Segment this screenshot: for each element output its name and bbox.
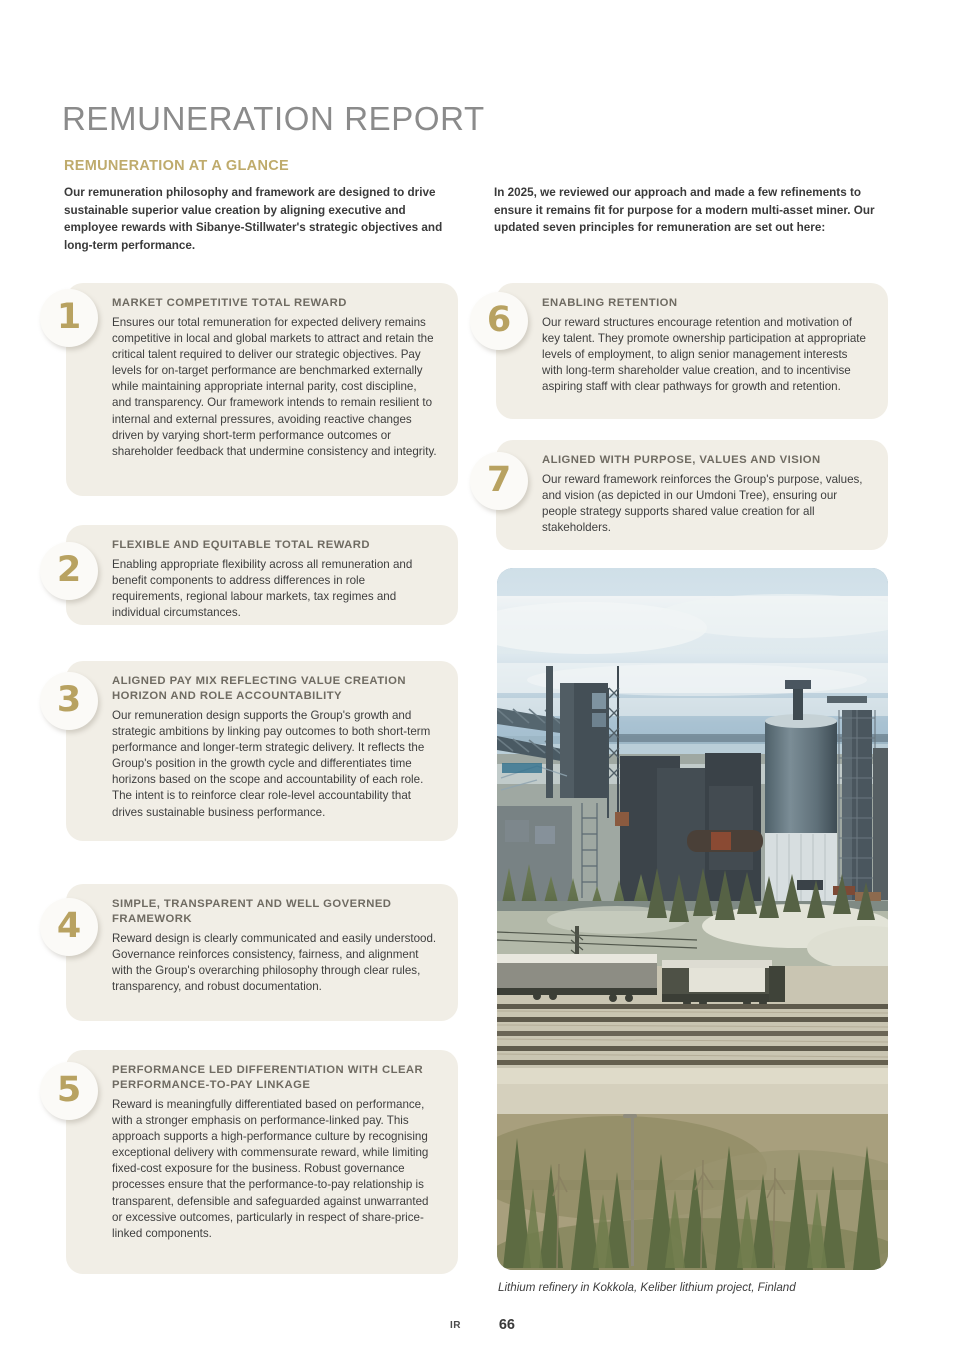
principle-number-6: 6 [486,299,512,340]
page-footer [0,1317,965,1333]
principle-body-5 [112,1063,438,1242]
principle-number-7: 7 [486,459,512,500]
intro-paragraph-right: In 2025, we reviewed our approach and made a few refinements to ensure it remains fit for purpose for a modern multi-asset miner. Our updated seven principles for remuneration are set out here: [494,186,875,235]
page-title: REMUNERATION REPORT [62,100,485,137]
principle-text-6: Our reward structures encourage retention and motivation of key talent. They promote ownership participation at appropriate levels of employment, to align senior management interests with long-term shareholder value creation, and to incentivise aspiring staff with clear pathways for growth and retention. [542,316,866,394]
principle-number-badge-3 [40,672,98,730]
principle-text-1: Ensures our total remuneration for expected delivery remains competitive in local and global markets to attract and retain the critical talent required to deliver our strategic objectives. Pay levels for on-target performance are benchmarked externally while maintaining appropriate internal parity, cost discipline, and transparency. Our framework intends to remain resilient to internal and external pressures, avoiding reactive changes driven by varying short-term performance outcomes or shareholder feedback that undermine consistency and integrity. [112,316,437,458]
principle-card-5 [66,1050,458,1274]
section-heading: REMUNERATION AT A GLANCE [64,158,289,174]
principle-number-3: 3 [56,679,82,720]
principle-number-2: 2 [56,549,82,590]
principle-number-badge-7 [470,452,528,510]
principle-card-4 [66,884,458,1021]
principle-title-2: FLEXIBLE AND EQUITABLE TOTAL REWARD [112,539,371,551]
principle-title-6: ENABLING RETENTION [542,297,678,309]
photo-caption: Lithium refinery in Kokkola, Keliber lithium project, Finland [498,1281,796,1294]
principle-body-2 [112,538,438,621]
principle-title-1: MARKET COMPETITIVE TOTAL REWARD [112,297,347,309]
refinery-photo [497,568,888,1270]
footer-ir-label: IR [450,1319,461,1331]
principle-text-3: Our remuneration design supports the Group's growth and strategic ambitions by linking pay outcomes to both short-term performance and longer-term strategic delivery. It reflects the Group's position in the growth cycle and differentiates time horizons based on the scope and accountability of each role. The intent is to reinforce clear role-level accountability that drives sustainable business performance. [112,709,431,819]
principle-number-4: 4 [56,905,82,946]
principle-number-1: 1 [56,296,82,337]
principle-body-7 [542,453,868,536]
principle-body-4 [112,897,438,995]
principle-body-3 [112,674,438,821]
principle-text-4: Reward design is clearly communicated and easily understood. Governance reinforces consistency, fairness, and alignment with the Group's overarching philosophy through clear rules, transparency, and robust documentation. [112,932,437,994]
principle-title-7: ALIGNED WITH PURPOSE, VALUES AND VISION [542,454,821,466]
principle-title-4: SIMPLE, TRANSPARENT AND WELL GOVERNED FRAMEWORK [112,898,392,925]
principle-number-badge-5 [40,1062,98,1120]
principle-text-2: Enabling appropriate flexibility across all remuneration and benefit components to address differences in role requirements, regional labour markets, tax regimes and individual circumstances. [112,558,413,620]
principle-card-2 [66,525,458,625]
principle-number-badge-4 [40,898,98,956]
principle-number-badge-6 [470,292,528,350]
principle-number-badge-2 [40,542,98,600]
refinery-photo-illustration [497,568,888,1270]
principle-card-1 [66,283,458,496]
principle-text-7: Our reward framework reinforces the Group's purpose, values, and vision (as depicted in our Umdoni Tree), ensuring our people strategy supports shared value creation for all stakeholders. [542,473,863,535]
principle-number-badge-1 [40,289,98,347]
principle-text-5: Reward is meaningfully differentiated based on performance, with a stronger emphasis on performance-linked pay. This approach supports a high-performance culture by recognising exceptional delivery with commensurate reward, while limiting fixed-cost exposure for the business. Robust governance processes ensure that the performance-to-pay relationship is transparent, defensible and safeguarded against unwarranted or excessive outcomes, particularly in respect of share-price-linked components. [112,1098,429,1240]
principle-title-3: ALIGNED PAY MIX REFLECTING VALUE CREATION HORIZON AND ROLE ACCOUNTABILITY [112,675,406,702]
footer-page-number: 66 [498,1317,515,1333]
principle-card-3 [66,661,458,841]
principle-card-6 [496,283,888,419]
intro-paragraph-left: Our remuneration philosophy and framework are designed to drive sustainable superior value creation by aligning executive and employee rewards with Sibanye-Stillwater's strategic objectives and long-term performance. [64,186,443,252]
principle-body-1 [112,296,438,460]
principle-body-6 [542,296,868,395]
principle-number-5: 5 [56,1069,82,1110]
principle-title-5: PERFORMANCE LED DIFFERENTIATION WITH CLEAR PERFORMANCE-TO-PAY LINKAGE [112,1064,424,1091]
principle-card-7 [496,440,888,550]
